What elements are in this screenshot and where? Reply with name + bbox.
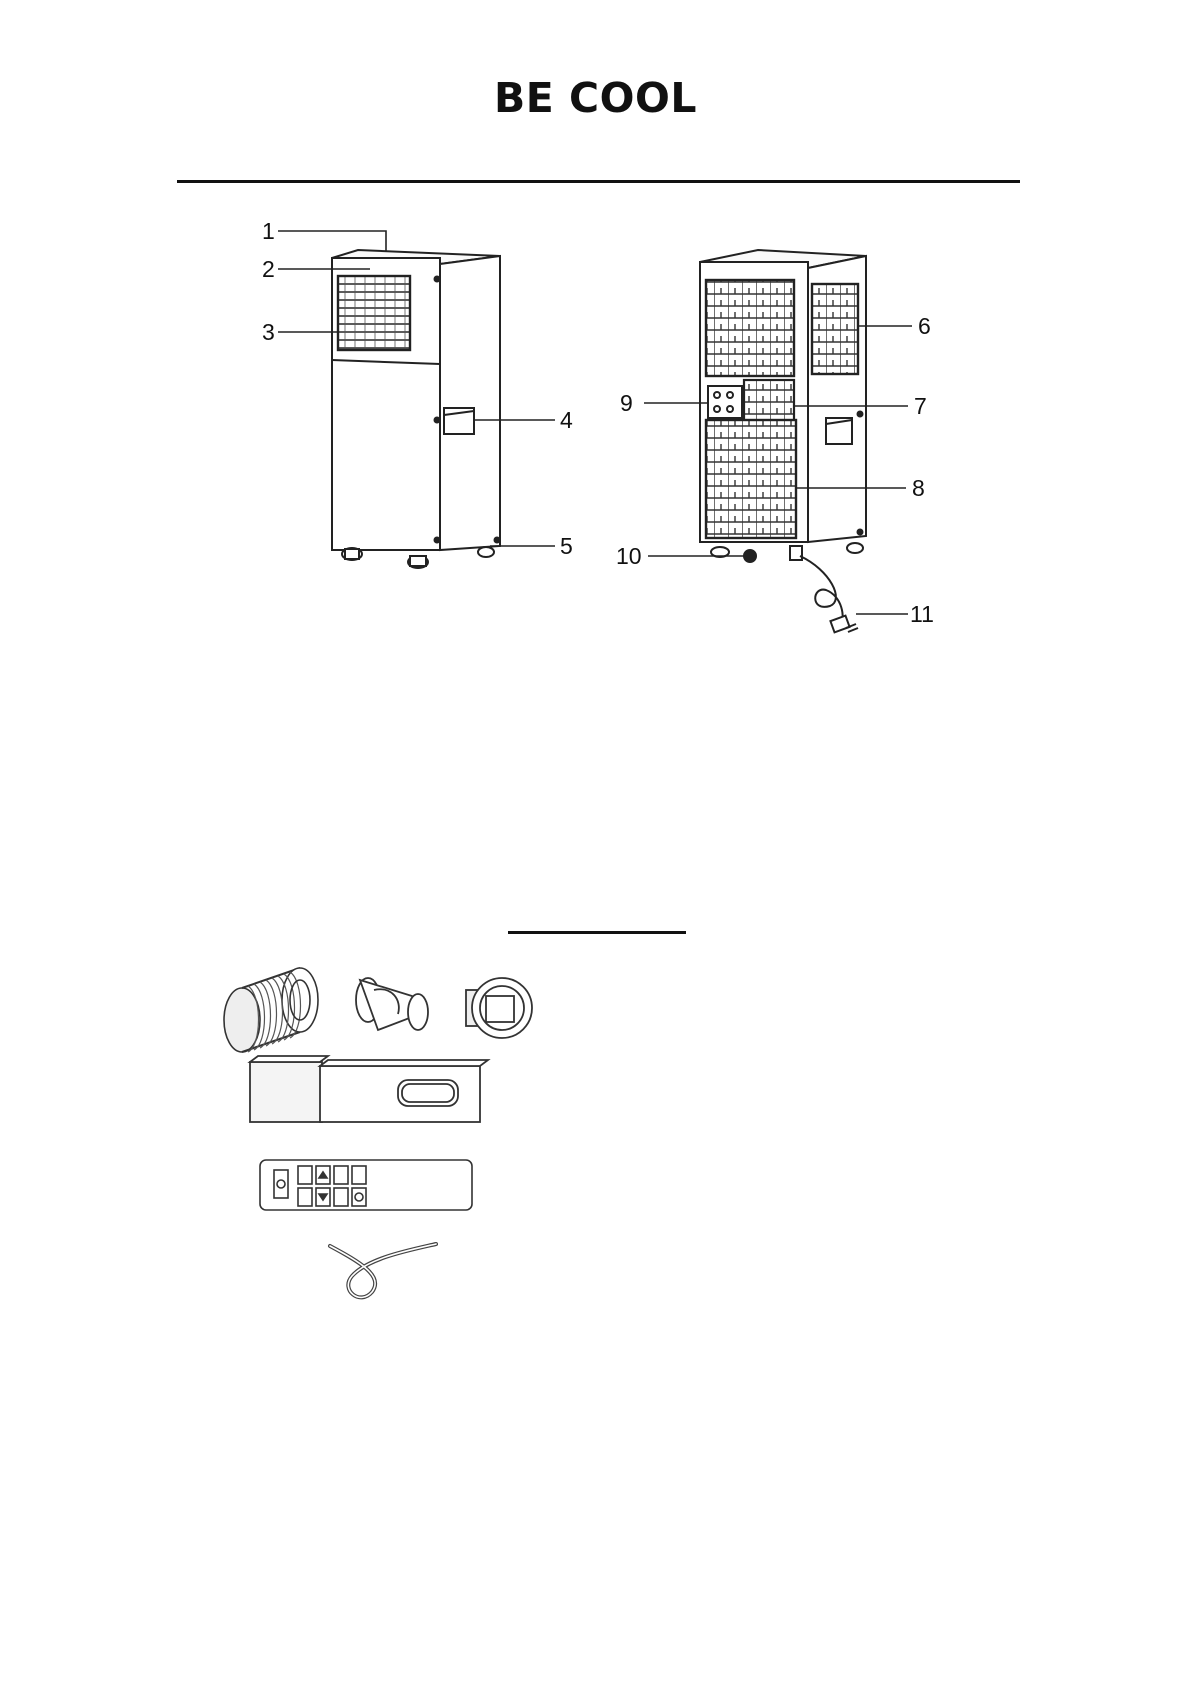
callout-8: 8 — [912, 475, 925, 501]
callout-11: 11 — [910, 601, 934, 627]
brand-logo: BE COOL — [494, 74, 697, 122]
exhaust-hose-icon — [224, 968, 318, 1052]
portable-ac-front-icon — [332, 250, 500, 568]
callout-9: 9 — [620, 390, 633, 416]
hose-adapter-icon — [466, 978, 532, 1038]
window-slide-kit-icon — [250, 1056, 488, 1122]
callout-4: 4 — [560, 407, 573, 433]
callout-7: 7 — [914, 393, 927, 419]
power-cord-icon — [800, 556, 858, 632]
callout-2: 2 — [262, 256, 275, 282]
callout-5: 5 — [560, 533, 573, 559]
callout-10: 10 — [616, 543, 642, 569]
hose-nozzle-icon — [356, 978, 428, 1030]
callout-3: 3 — [262, 319, 275, 345]
remote-control-icon — [260, 1160, 472, 1210]
callout-1: 1 — [262, 218, 275, 244]
callout-6: 6 — [918, 313, 931, 339]
drain-hose-icon — [330, 1244, 436, 1297]
